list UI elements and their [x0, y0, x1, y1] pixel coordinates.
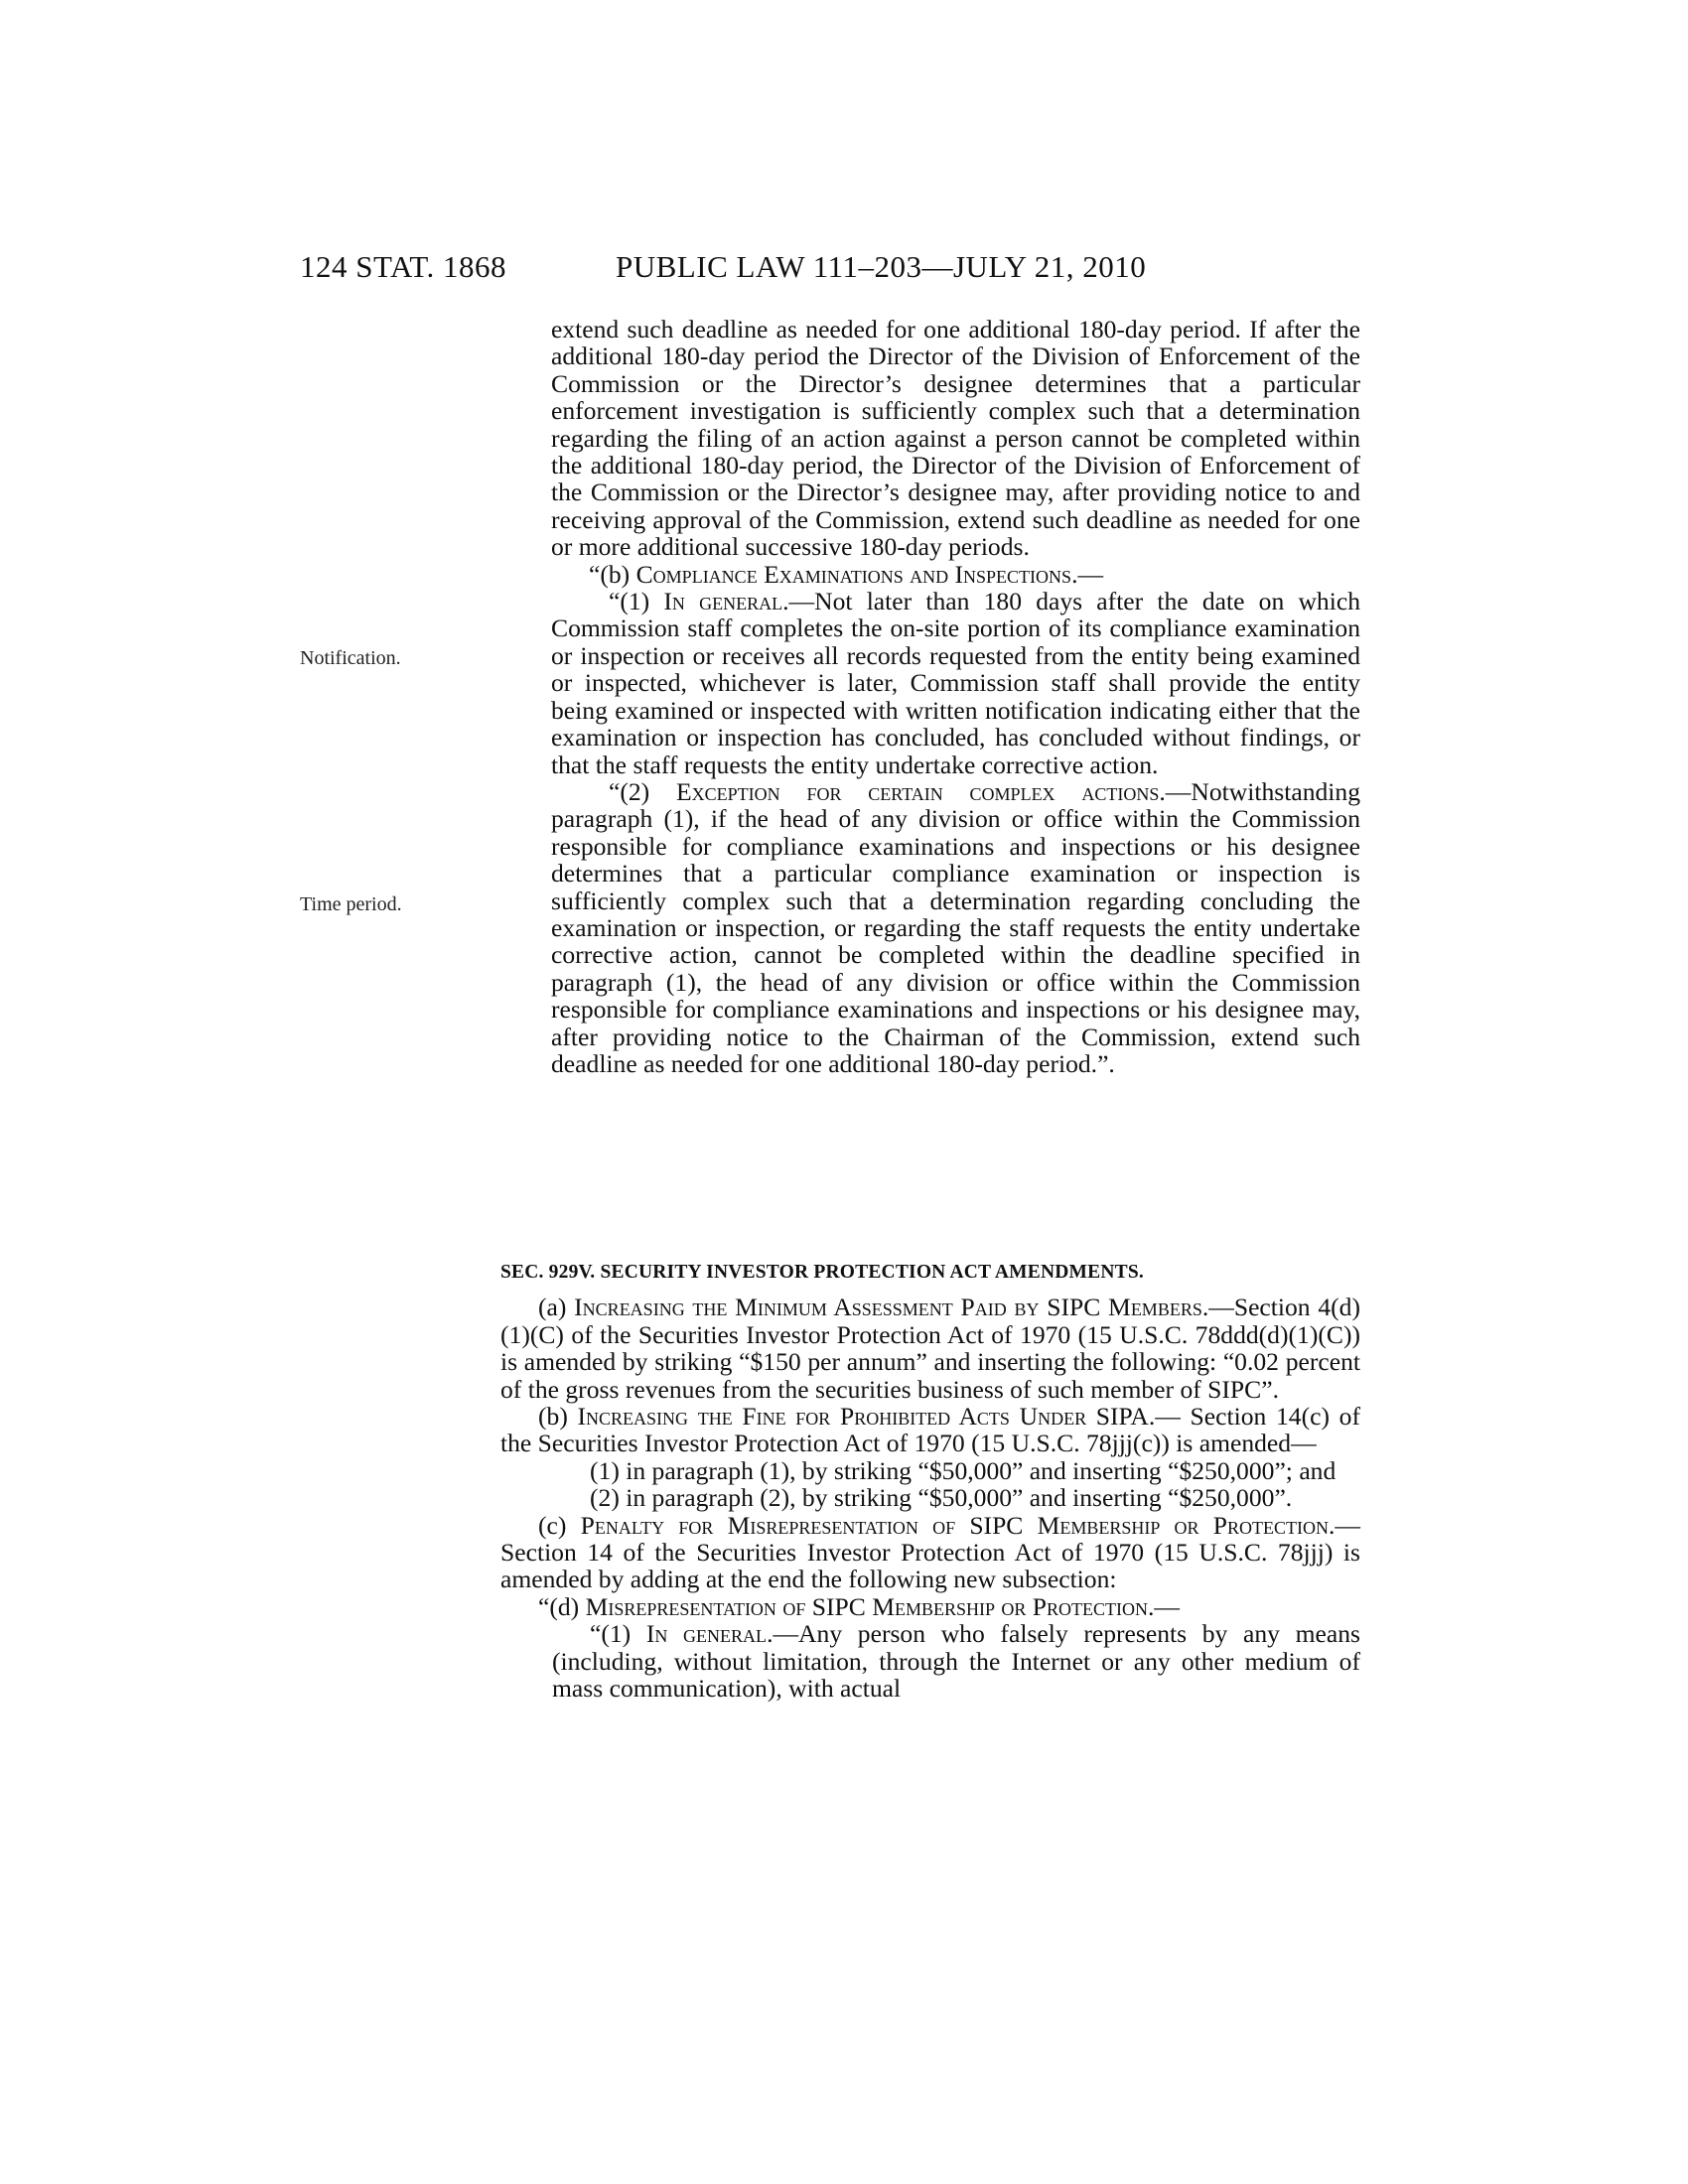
paragraph-b2	[551, 778, 1360, 1077]
subsection-b-label: “(b)	[589, 559, 636, 589]
paragraph-b2-heading: Exception for certain complex actions	[676, 776, 1160, 806]
continued-text-column	[551, 316, 1360, 1077]
subsection-c	[500, 1512, 1360, 1593]
margin-note-notification: Notification.	[300, 647, 401, 669]
paragraph-continuation: extend such deadline as needed for one additional 180-day period. If after the additional 180-day period the Director of the Division of Enforcement of the Commission or the Director’s designee determines that a particular enforcement investigation is sufficiently complex such that a determination regarding the filing of an action against a person cannot be completed within the additional 180-day period, the Director of the Division of Enforcement of the Commission or the Director’s designee may, after providing notice to and receiving approval of the Commission, extend such deadline as needed for one or more additional successive 180-day periods.	[551, 315, 1360, 562]
paragraph-b2-label: “(2)	[609, 776, 677, 806]
quoted-paragraph-d1-heading: In general	[645, 1619, 768, 1649]
subsection-b-heading	[551, 561, 1360, 588]
subsection-a-label: (a)	[538, 1293, 575, 1322]
margin-note-time-period: Time period.	[300, 893, 402, 915]
subsection-b-title: Compliance Examinations and Inspections	[635, 559, 1072, 589]
paragraph-b1	[551, 588, 1360, 778]
quoted-paragraph-d1-label: “(1)	[590, 1619, 646, 1649]
subsection-b	[500, 1403, 1360, 1457]
quoted-subsection-d-heading: Misrepresentation of SIPC Membership or Protection	[585, 1591, 1149, 1621]
paragraph-b1-text: .—Not later than 180 days after the date on which Commission staff completes the on-site portion of its compliance examination or inspection or receives all records requested from the entity being examined or inspected, whichever is later, Commission staff shall provide the entity being examined or inspected with written notification indicating either that the examination or inspection has concluded, has concluded without findings, or that the staff requests the entity undertake corrective action.	[551, 587, 1360, 779]
subsection-a	[500, 1294, 1360, 1403]
subsection-b-text: .— Section 14(c) of the Securities Investor Protection Act of 1970 (15 U.S.C. 78jjj(c)) is amended—	[500, 1402, 1360, 1458]
quoted-paragraph-d1	[500, 1620, 1360, 1702]
subsection-b-heading-sec: Increasing the Fine for Prohibited Acts Under SIPA	[577, 1402, 1149, 1432]
subsection-b-item-1: (1) in paragraph (1), by striking “$50,000” and inserting “$250,000”; and	[590, 1455, 1336, 1485]
quoted-paragraph-d1-text: .—Any person who falsely represents by any means (including, without limitation, through the Internet or any other medium of mass communication), with actual	[552, 1619, 1360, 1704]
subsection-a-text: .—Section 4(d)(1)(C) of the Securities Investor Protection Act of 1970 (15 U.S.C. 78ddd(d)(1)(C)) is amended by striking “$150 per annum” and inserting the following: “0.02 percent of the gross revenues from the securities business of such member of SIPC”.	[500, 1293, 1360, 1404]
paragraph-b2-text: .—Notwithstanding paragraph (1), if the head of any division or office within the Commission responsible for compliance examinations and inspections or his designee determines that a particular compliance examination or inspection is sufficiently complex such that a determination regarding concluding the examination or inspection, or regarding the staff requests the entity undertake corrective action, cannot be completed within the deadline specified in paragraph (1), the head of any division or office within the Commission responsible for compliance examinations and inspections or his designee may, after providing notice to the Chairman of the Commission, extend such deadline as needed for one additional 180-day period.”.	[551, 776, 1360, 1078]
section-929v	[500, 1259, 1360, 1703]
quoted-subsection-d-label: “(d)	[538, 1591, 586, 1621]
subsection-b-dash: .—	[1071, 559, 1104, 589]
subsection-c-text: .—Section 14 of the Securities Investor Protection Act of 1970 (15 U.S.C. 78jjj) is amended by adding at the end the following new subsection:	[500, 1510, 1360, 1594]
paragraph-b1-heading: In general	[663, 587, 783, 616]
subsection-b-item-2: (2) in paragraph (2), by striking “$50,000” and inserting “$250,000”.	[590, 1483, 1293, 1513]
quoted-subsection-d-dash: .—	[1148, 1591, 1181, 1621]
subsection-c-heading: Penalty for Misrepresentation of SIPC Membership or Protection	[580, 1510, 1329, 1540]
section-heading: SEC. 929V. SECURITY INVESTOR PROTECTION ACT AMENDMENTS.	[500, 1262, 1144, 1283]
subsection-a-heading: Increasing the Minimum Assessment Paid by SIPC Members	[574, 1293, 1202, 1322]
quoted-subsection-d	[500, 1593, 1360, 1620]
paragraph-b1-label: “(1)	[609, 587, 664, 616]
statute-page-number: 124 STAT. 1868	[300, 249, 507, 284]
subsection-b-label-sec: (b)	[538, 1402, 578, 1432]
running-header-title: PUBLIC LAW 111–203—JULY 21, 2010	[616, 249, 1147, 284]
subsection-c-label: (c)	[538, 1510, 581, 1540]
